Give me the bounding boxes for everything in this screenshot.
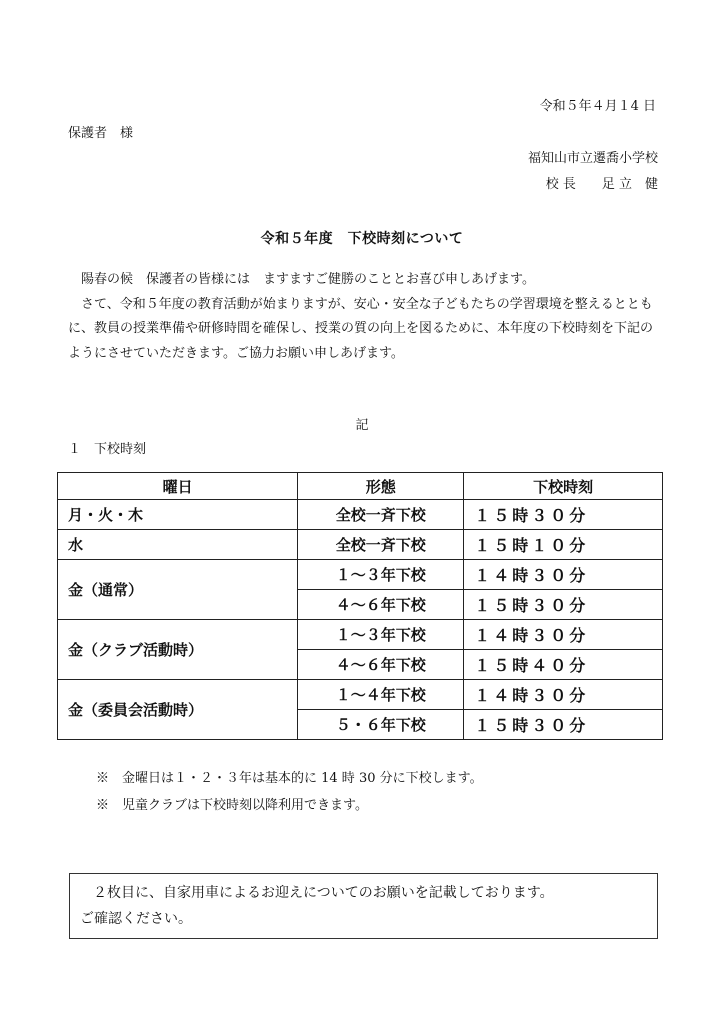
day-cell: 水 bbox=[58, 530, 298, 560]
time-cell: １５時４０分 bbox=[464, 650, 663, 680]
header-time: 下校時刻 bbox=[464, 473, 663, 500]
form-cell: １～３年下校 bbox=[298, 560, 464, 590]
form-cell: ４～６年下校 bbox=[298, 650, 464, 680]
form-cell: １～３年下校 bbox=[298, 620, 464, 650]
time-cell: １４時３０分 bbox=[464, 680, 663, 710]
table-row bbox=[58, 500, 663, 530]
day-cell: 金（委員会活動時） bbox=[58, 680, 298, 740]
note-friday: ※ 金曜日は１・２・３年は基本的に 14 時 30 分に下校します。 bbox=[96, 771, 483, 786]
document-title: 令和５年度 下校時刻について bbox=[260, 231, 464, 247]
body-text bbox=[68, 268, 660, 366]
time-cell: １５時３０分 bbox=[464, 500, 663, 530]
time-cell: １４時３０分 bbox=[464, 560, 663, 590]
section-title: １ 下校時刻 bbox=[68, 442, 147, 457]
school-name: 福知山市立遷喬小学校 bbox=[527, 151, 658, 166]
ki-heading: 記 bbox=[355, 418, 369, 433]
main-paragraph: さて、令和５年度の教育活動が始まりますが、安心・安全な子どもたちの学習環境を整えるとともに、教員の授業準備や研修時間を確保し、授業の質の向上を図るために、本年度の下校時刻を下記のようにさせていただきます。ご協力お願い申しあげます。 bbox=[68, 296, 654, 361]
table-row bbox=[58, 530, 663, 560]
note-childrens-club: ※ 児童クラブは下校時刻以降利用できます。 bbox=[96, 798, 368, 813]
time-cell: １５時３０分 bbox=[464, 590, 663, 620]
table-row bbox=[58, 680, 663, 710]
table-row bbox=[58, 560, 663, 590]
day-cell: 金（クラブ活動時） bbox=[58, 620, 298, 680]
greeting-paragraph: 陽春の候 保護者の皆様には ますますご健勝のこととお喜び申しあげます。 bbox=[81, 272, 535, 287]
table-header-row bbox=[58, 473, 663, 500]
form-cell: １～４年下校 bbox=[298, 680, 464, 710]
notice-line-2: ご確認ください。 bbox=[80, 911, 192, 927]
time-cell: １５時３０分 bbox=[464, 710, 663, 740]
form-cell: ５・６年下校 bbox=[298, 710, 464, 740]
form-cell: 全校一斉下校 bbox=[298, 530, 464, 560]
time-cell: １４時３０分 bbox=[464, 620, 663, 650]
header-day: 曜日 bbox=[58, 473, 298, 500]
time-cell: １５時１０分 bbox=[464, 530, 663, 560]
document-date: 令和５年４月１4 日 bbox=[539, 99, 656, 114]
addressee: 保護者 様 bbox=[68, 126, 134, 141]
notice-line-1: ２枚目に、自家用車によるお迎えについてのお願いを記載しております。 bbox=[93, 885, 554, 901]
notice-box bbox=[69, 873, 658, 939]
table-row bbox=[58, 620, 663, 650]
principal-name: 校 長 足 立 健 bbox=[545, 177, 658, 192]
day-cell: 月・火・木 bbox=[58, 500, 298, 530]
form-cell: ４～６年下校 bbox=[298, 590, 464, 620]
header-form: 形態 bbox=[298, 473, 464, 500]
form-cell: 全校一斉下校 bbox=[298, 500, 464, 530]
dismissal-schedule-table bbox=[57, 472, 663, 740]
day-cell: 金（通常） bbox=[58, 560, 298, 620]
